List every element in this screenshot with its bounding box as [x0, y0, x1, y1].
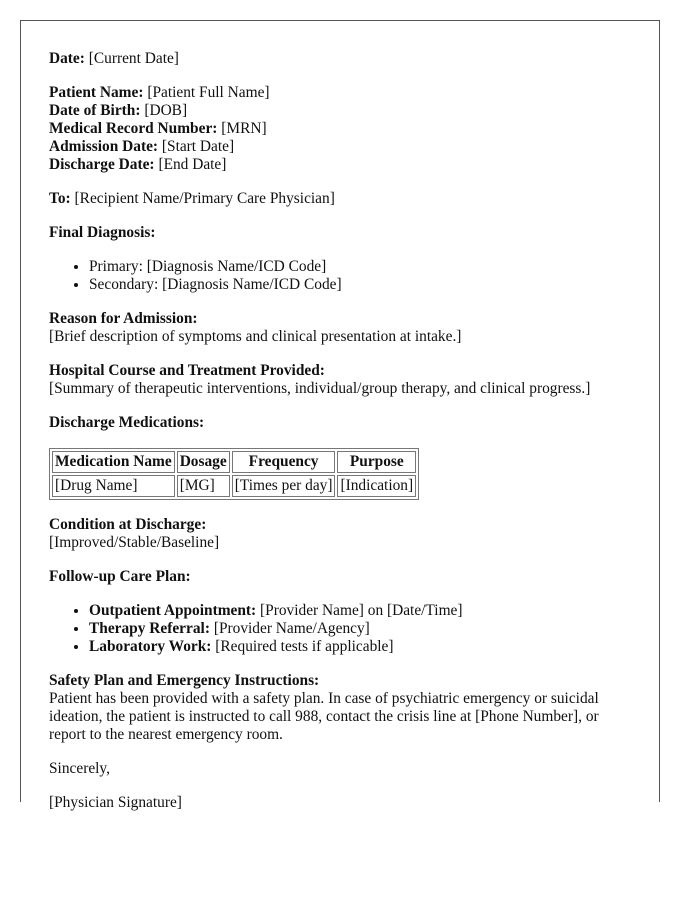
mrn-line	[49, 120, 639, 138]
discharge-date-value: [End Date]	[158, 156, 227, 173]
diagnosis-item-secondary: • Secondary: [Diagnosis Name/ICD Code]	[89, 276, 639, 294]
admission-date-value: [Start Date]	[161, 138, 235, 155]
discharge-date-line	[49, 156, 639, 174]
admission-reason-section	[49, 310, 639, 346]
dob-value: [DOB]	[144, 102, 188, 119]
mrn-label: Medical Record Number:	[49, 120, 218, 137]
date-label: Date:	[49, 50, 85, 67]
condition-heading: Condition at Discharge:	[49, 516, 207, 533]
date-value: [Current Date]	[88, 50, 179, 67]
medications-heading-line	[49, 414, 639, 432]
followup-list	[49, 602, 639, 656]
table-row	[52, 475, 416, 497]
admission-reason-text: [Brief description of symptoms and clinical presentation at intake.]	[49, 328, 462, 345]
condition-section	[49, 516, 639, 552]
medications-header-row	[52, 451, 416, 473]
date-line	[49, 50, 639, 68]
followup-item-lab	[89, 638, 639, 656]
patient-name-value: [Patient Full Name]	[147, 84, 270, 101]
admission-date-label: Admission Date:	[49, 138, 159, 155]
discharge-date-label: Discharge Date:	[49, 156, 155, 173]
safety-section	[49, 672, 639, 744]
followup-therapy-text: [Provider Name/Agency]	[213, 620, 370, 637]
diagnosis-list	[49, 258, 639, 294]
dob-line	[49, 102, 639, 120]
condition-text: [Improved/Stable/Baseline]	[49, 534, 220, 551]
medications-table	[49, 448, 419, 500]
patient-name-line	[49, 84, 639, 102]
followup-lab-label: Laboratory Work:	[89, 638, 212, 655]
cell-purpose: [Indication]	[337, 475, 416, 497]
followup-therapy-label: Therapy Referral:	[89, 620, 210, 637]
recipient-line	[49, 190, 639, 208]
dob-label: Date of Birth:	[49, 102, 141, 119]
recipient-label: To:	[49, 190, 71, 207]
cell-dosage: [MG]	[177, 475, 230, 497]
cell-frequency: [Times per day]	[232, 475, 336, 497]
followup-heading: Follow-up Care Plan:	[49, 568, 191, 585]
letter-page	[20, 20, 660, 811]
diagnosis-item-primary: • Primary: [Diagnosis Name/ICD Code]	[89, 258, 639, 276]
hospital-course-section	[49, 362, 639, 398]
mrn-value: [MRN]	[221, 120, 267, 137]
physician-signature: [Physician Signature]	[49, 794, 182, 811]
followup-item-therapy	[89, 620, 639, 638]
recipient-value: [Recipient Name/Primary Care Physician]	[74, 190, 335, 207]
final-diagnosis-heading	[49, 224, 639, 242]
cell-drug-name: [Drug Name]	[52, 475, 175, 497]
column-header-purpose: Purpose	[337, 451, 416, 473]
column-header-dosage: Dosage	[177, 451, 230, 473]
hospital-course-text: [Summary of therapeutic interventions, individual/group therapy, and clinical progress.]	[49, 380, 591, 397]
column-header-medication-name: Medication Name	[52, 451, 175, 473]
medications-heading: Discharge Medications:	[49, 414, 205, 431]
letter-content	[49, 50, 639, 812]
column-header-frequency: Frequency	[232, 451, 336, 473]
followup-outpatient-label: Outpatient Appointment:	[89, 602, 257, 619]
patient-name-label: Patient Name:	[49, 84, 144, 101]
admission-reason-heading: Reason for Admission:	[49, 310, 198, 327]
patient-info	[49, 84, 639, 174]
admission-date-line	[49, 138, 639, 156]
followup-lab-text: [Required tests if applicable]	[215, 638, 394, 655]
followup-outpatient-text: [Provider Name] on [Date/Time]	[260, 602, 463, 619]
safety-text: Patient has been provided with a safety plan. In case of psychiatric emergency or suicidal ideation, the patient is instructed to call 988, contact the crisis line at [Phone Number], or report to the nearest emergency room.	[49, 690, 599, 743]
closing-salutation: Sincerely,	[49, 760, 110, 777]
followup-item-outpatient	[89, 602, 639, 620]
hospital-course-heading: Hospital Course and Treatment Provided:	[49, 362, 325, 379]
final-diagnosis-heading-text: Final Diagnosis:	[49, 224, 156, 241]
followup-heading-line	[49, 568, 639, 586]
safety-heading: Safety Plan and Emergency Instructions:	[49, 672, 320, 689]
